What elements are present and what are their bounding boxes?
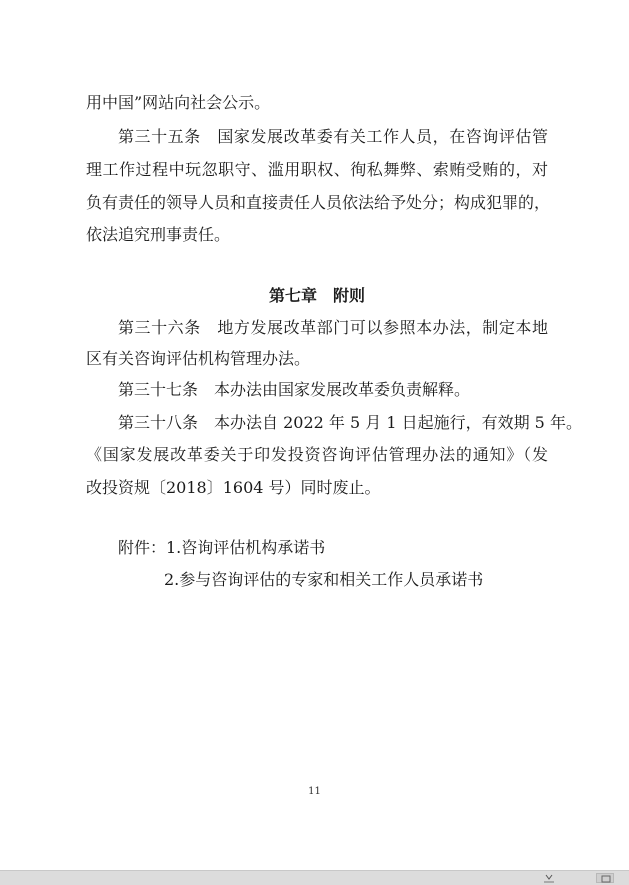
attachment-line-2: 2.参与咨询评估的专家和相关工作人员承诺书 [164, 570, 484, 589]
scroll-arrows-icon[interactable] [543, 873, 555, 883]
article-36-line-1: 第三十六条 地方发展改革部门可以参照本办法，制定本地 [118, 318, 548, 337]
article-35-line-3: 负有责任的领导人员和直接责任人员依法给予处分；构成犯罪的， [86, 193, 551, 212]
page-view-icon[interactable] [596, 873, 614, 883]
article-38-line-3: 改投资规〔2018〕1604 号）同时废止。 [86, 478, 381, 497]
article-35-line-2: 理工作过程中玩忽职守、滥用职权、徇私舞弊、索贿受贿的，对 [86, 160, 548, 179]
article-38-line-2: 《国家发展改革委关于印发投资咨询评估管理办法的通知》（发 [86, 445, 548, 464]
text-line-continuation: 用中国”网站向社会公示。 [86, 93, 271, 112]
article-35-line-1: 第三十五条 国家发展改革委有关工作人员，在咨询评估管 [118, 127, 548, 146]
page-number: 11 [308, 786, 321, 797]
attachment-line-1: 附件：1.咨询评估机构承诺书 [118, 538, 326, 557]
chapter-heading: 第七章 附则 [268, 286, 365, 305]
article-37-line-1: 第三十七条 本办法由国家发展改革委负责解释。 [118, 380, 471, 399]
status-bar [0, 870, 629, 885]
article-36-line-2: 区有关咨询评估机构管理办法。 [86, 349, 311, 368]
article-38-line-1: 第三十八条 本办法自 2022 年 5 月 1 日起施行，有效期 5 年。 [118, 413, 582, 432]
article-35-line-4: 依法追究刑事责任。 [86, 225, 231, 244]
